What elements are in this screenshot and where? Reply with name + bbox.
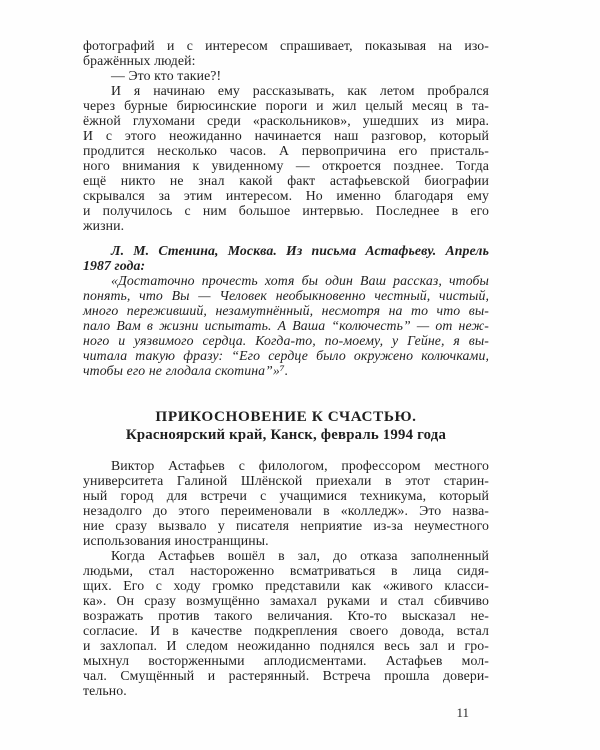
paragraph-continuation	[83, 38, 489, 68]
text-line: ёжной глухомани среди «раскольников», ушедших из мира.	[83, 113, 489, 128]
text-line: много переживший, незамутнённый, несмотря на то что вы-	[83, 303, 489, 318]
text-line: через бурные бирюсинские пороги и жил целый месяц в та-	[83, 98, 489, 113]
letter-quote	[83, 273, 489, 378]
paragraph-narrative-3	[83, 548, 489, 698]
section-title-text: ПРИКОСНОВЕНИЕ К СЧАСТЬЮ.	[155, 408, 417, 425]
text-line: ный город для встречи с учащимися техникума, который	[83, 488, 489, 503]
text-line: использования иностранщины.	[83, 533, 269, 548]
text-line: чал. Смущённый и растерянный. Встреча прошла довери-	[83, 668, 489, 683]
text-line: — Это кто такие?!	[111, 68, 222, 83]
text-line: бражённых людей:	[83, 53, 196, 68]
text-line: университета Галиной Шлёнской приехали в этот старин-	[83, 473, 489, 488]
text-line: щих. Его с ходу громко представили как «живого класси-	[83, 578, 489, 593]
text-column	[83, 38, 489, 720]
text-line: чтобы его не глодала скотина”»⁷.	[83, 363, 289, 378]
text-line: и захлопал. И следом неожиданно поднялся весь зал и гро-	[83, 638, 489, 653]
paragraph-dialogue	[83, 68, 489, 83]
text-line: 1987 года:	[83, 258, 146, 273]
text-line: продлится несколько часов. А первопричина его присталь-	[83, 143, 489, 158]
text-line: скрывался за этим интересом. Но именно благодаря ему	[83, 188, 489, 203]
text-line: жизни.	[83, 218, 125, 233]
text-line: и получилось с ним большое интервью. Последнее в его	[83, 203, 489, 218]
section-subtitle-text: Красноярский край, Канск, февраль 1994 года	[125, 427, 447, 443]
text-line: Л. М. Стенина, Москва. Из письма Астафьеву. Апрель	[111, 243, 489, 258]
paragraph-narrative-2	[83, 458, 489, 548]
text-line: пало Вам в жизни испытать. А Ваша “колючесть” — от неж-	[83, 318, 489, 333]
text-line: И я начинаю ему рассказывать, как летом пробрался	[111, 83, 489, 98]
text-line: возражать против такого величания. Кто-то высказал не-	[83, 608, 489, 623]
text-line: тельно.	[83, 683, 127, 698]
page-number: 11	[456, 705, 469, 720]
text-line: согласие. И в качестве подкрепления своего довода, встал	[83, 623, 489, 638]
text-line: «Достаточно прочесть хотя бы один Ваш рассказ, чтобы	[111, 273, 489, 288]
text-line: людьми, стал настороженно всматриваться в лица сидя-	[83, 563, 489, 578]
text-line: Виктор Астафьев с филологом, профессором местного	[111, 458, 489, 473]
text-line: ещё никто не знал какой факт астафьевской биографии	[83, 173, 489, 188]
text-line: понять, что Вы — Человек необыкновенно честный, чистый,	[83, 288, 489, 303]
text-line: Когда Астафьев вошёл в зал, до отказа заполненный	[111, 548, 489, 563]
paragraph-narrative-1	[83, 83, 489, 233]
text-line: мыхнул восторженными аплодисментами. Астафьев мол-	[83, 653, 489, 668]
letter-attribution	[83, 243, 489, 273]
section-heading	[83, 407, 489, 445]
text-line: И с этого неожиданно начинается наш разговор, который	[83, 128, 489, 143]
text-line: читала такую фразу: “Его сердце было окружено колючками,	[83, 348, 489, 363]
text-line: фотографий и с интересом спрашивает, показывая на изо-	[83, 38, 489, 53]
text-line: незадолго до этого переименовали в «колледж». Это назва-	[83, 503, 489, 518]
text-line: ка». Он сразу возмущённо замахал руками и стал сбивчиво	[83, 593, 489, 608]
text-line: ного внимания к увиденному — откроется позднее. Тогда	[83, 158, 489, 173]
text-line: ние сразу вызвало у писателя неприятие из-за неуместного	[83, 518, 489, 533]
text-line: ного и уязвимого сердца. Когда-то, по-моему, у Гейне, я вы-	[83, 333, 489, 348]
